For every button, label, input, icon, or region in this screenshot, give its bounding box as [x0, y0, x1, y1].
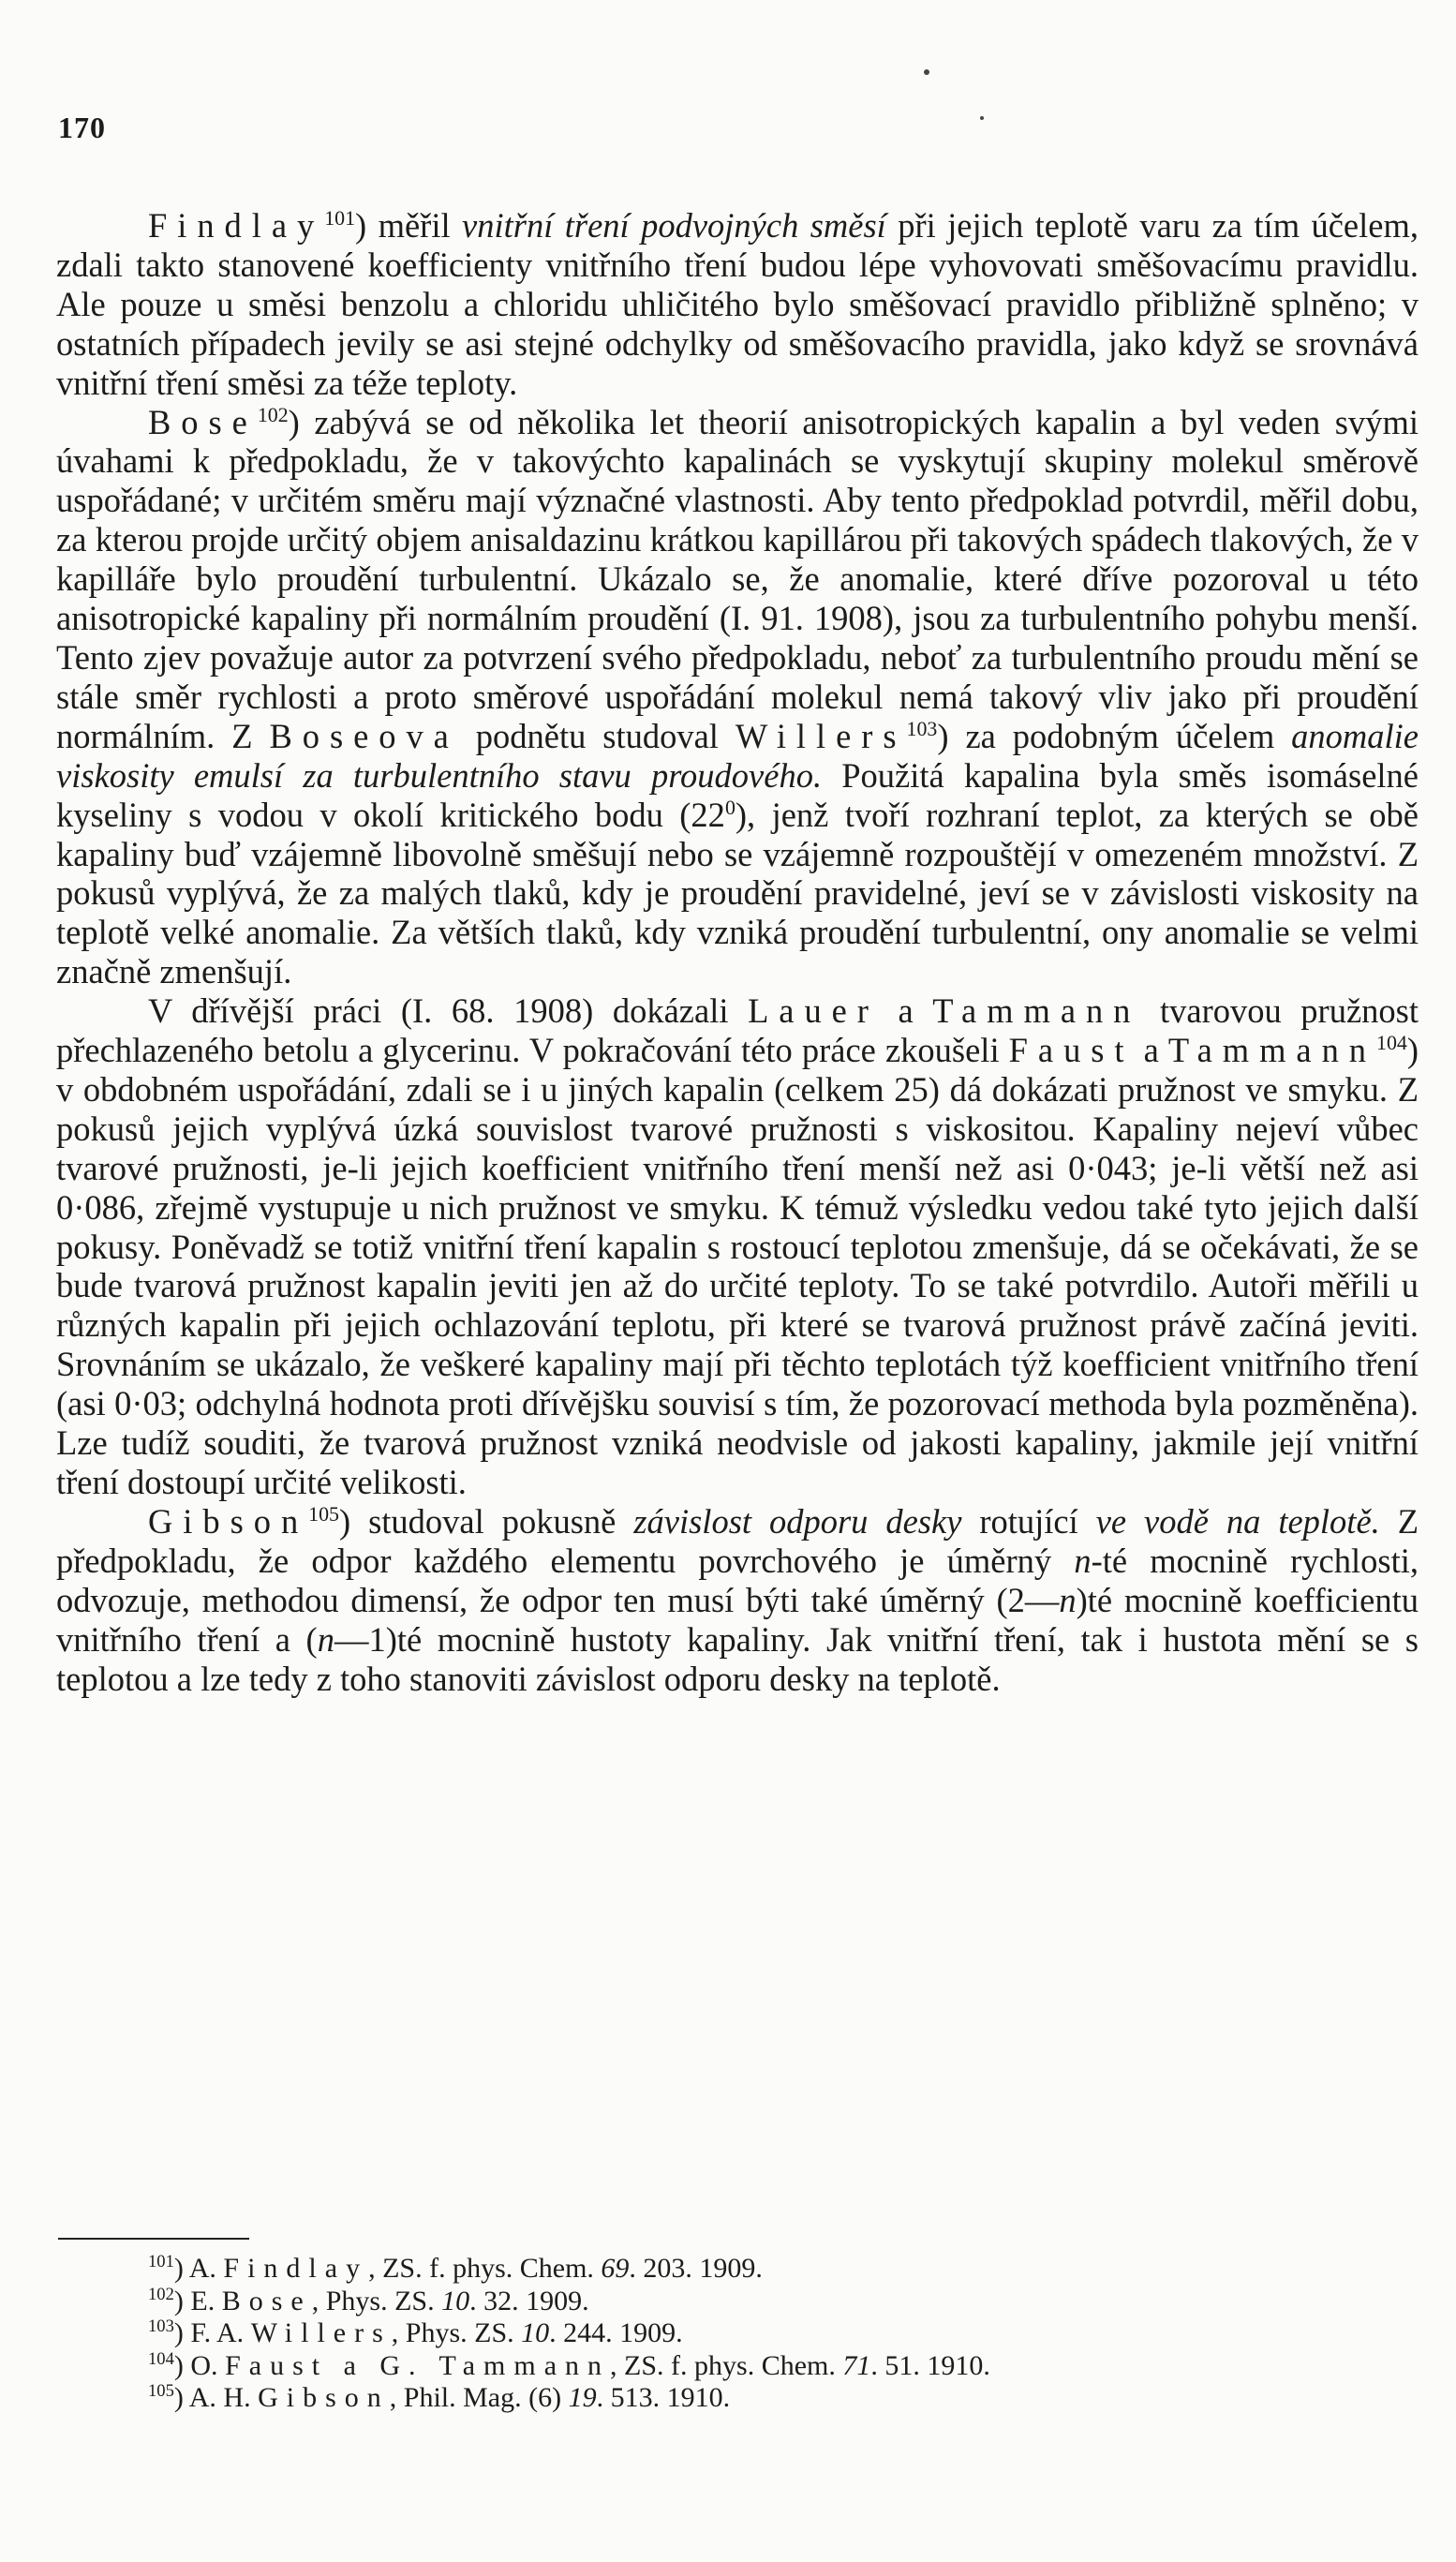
author-name: Lauer — [748, 991, 879, 1031]
pages-year: . 513. 1910. — [596, 2382, 731, 2413]
footnote-ref: 103 — [906, 716, 938, 740]
footnote-number: 104 — [148, 2348, 174, 2369]
emphasis: ve vodě na teplotě. — [1095, 1501, 1380, 1541]
body-text — [56, 206, 1419, 1698]
volume: 19 — [568, 2382, 597, 2413]
footnote-number: 101 — [148, 2252, 174, 2272]
variable-n: n — [317, 1619, 334, 1659]
text: ) za podobným účelem — [937, 716, 1292, 755]
author-name: Tammann — [1167, 1031, 1376, 1070]
author-name: Boseova — [269, 716, 459, 755]
volume: 10 — [521, 2317, 550, 2348]
text: a — [878, 991, 933, 1031]
volume: 69 — [601, 2253, 630, 2284]
emphasis: vnitřní tření podvojných směsí — [462, 206, 886, 245]
author-name: Willers — [735, 716, 907, 755]
paragraph-gibson — [56, 1502, 1419, 1699]
initials: E. — [190, 2285, 215, 2316]
paragraph-lauer-tammann — [56, 991, 1419, 1502]
footnote-ref: 101 — [324, 205, 356, 230]
footnote: $^{103}$) F. A. Willers, Phys. ZS. 10. 244. 1909. — [148, 2316, 683, 2348]
pages-year: . 51. 1910. — [870, 2349, 990, 2381]
text: ) zabývá se od několika let theorií anisotropických kapalin a byl veden svými úvahami k předpokladu, že v takovýchto kapalinách se vyskytují skupiny molekul směrově uspořádané; v určitém směru mají význačné vlastnosti. Aby tento předpoklad potvrdil, měřil dobu, za kterou projde určitý objem anisaldazinu krátkou kapillárou při takových spádech tlakových, že v kapilláře bylo proudění turbulentní. Ukázalo se, že anomalie, které dříve pozoroval u této anisotropické kapaliny při normálním proudění (I. 91. 1908), jsou za turbulentního pohybu menší. Tento zjev považuje autor za potvrzení svého předpokladu, neboť za turbulentního proudu mění se stále směr rychlosti a proto směrové uspořádání molekul nemá takový vliv jako při proudění normálním. Z — [56, 402, 1419, 755]
footnote: $^{105}$) A. H. Gibson, Phil. Mag. (6) 19. 513. 1910. — [148, 2381, 731, 2413]
pages-year: . 244. 1909. — [549, 2317, 683, 2348]
degree-mark: 0 — [724, 795, 735, 819]
author-name: Faust — [1008, 1031, 1135, 1070]
author-name: Bose — [148, 402, 258, 441]
text: —1)té mocnině hustoty kapaliny. Jak vnitřní tření, tak i hustota mění se s teplotou a lze tedy z toho stanoviti závislost odporu desky na teplotě. — [56, 1619, 1419, 1698]
text: a — [1134, 1031, 1168, 1070]
text: podnětu studoval — [458, 716, 735, 755]
footnote-divider — [58, 2238, 249, 2240]
footnote-ref: 104 — [1376, 1030, 1407, 1054]
text: tvarovou pružnost přechlazeného betolu a glycerinu. V pokračování této práce zkoušeli — [56, 991, 1419, 1070]
footnotes — [148, 2253, 990, 2415]
footnote-number: 105 — [148, 2381, 174, 2401]
speck-mark — [980, 116, 984, 120]
author-name: Gibson — [148, 1501, 309, 1541]
author-name: Findlay — [148, 206, 325, 245]
author-name: Faust a G. Tammann — [225, 2349, 611, 2381]
initials: A. H. — [188, 2382, 251, 2413]
text: ) měřil — [355, 206, 463, 245]
text: Použitá kapalina byla směs isomáselné kyseliny s vodou v okolí kritického bodu (22 — [56, 755, 1419, 834]
text: ) v obdobném uspořádání, zdali se i u jiných kapalin (celkem 25) dá dokázati pružnost ve smyku. Z pokusů jejich vyplývá úzká souvislost tvarové pružnosti s viskositou. Kapaliny nejeví vůbec tvarové pružnosti, je-li jejich koefficient vnitřního tření menší než asi 0·043; je-li větší než asi 0·086, zřejmě vystupuje u nich pružnost ve smyku. K témuž výsledku vedou také tyto jejich další pokusy. Poněvadž se totiž vnitřní tření kapalin s rostoucí teplotou zmenšuje, dá se očekávati, že se bude tvarová pružnost kapalin jeviti jen až do určité teploty. To se také potvrdilo. Autoři měřili u různých kapalin při jejich ochlazování teplotu, při které se tvarová pružnost právě začíná jeviti. Srovnáním se ukázalo, že veškeré kapaliny mají při těchto teplotách týž koefficient vnitřního tření (asi 0·03; odchylná hodnota proti dřívějšku souvisí s tím, že pozorovací methoda byla pozměněna). Lze tudíž souditi, že tvarová pružnost vzniká neodvisle od jakosti kapaliny, jakmile její vnitřní tření dostoupí určité velikosti. — [56, 1031, 1419, 1501]
text: )té mocnině koefficientu vnitřního tření a ( — [56, 1580, 1419, 1659]
paragraph-findlay — [56, 206, 1419, 403]
author-name: Findlay — [223, 2253, 369, 2284]
text: ) studoval pokusně — [339, 1501, 634, 1541]
text: ), jenž tvoří rozhraní teplot, za kterých se obě kapaliny buď vzájemně libovolně směšují nebo se vzájemně rozpouštějí v omezeném množství. Z pokusů vyplývá, že za malých tlaků, kdy je proudění pravidelné, jeví se v závislosti viskosity na teplotě velké anomalie. Za větších tlaků, kdy vzniká proudění turbulentní, ony anomalie se velmi značně zmenšují. — [56, 795, 1419, 991]
footnote-ref: 102 — [257, 402, 289, 426]
author-name: Gibson — [258, 2382, 390, 2413]
text: Z předpokladu, že odpor každého elementu povrchového je úměrný — [56, 1501, 1419, 1580]
initials: O. — [190, 2349, 218, 2381]
author-name: Bose — [221, 2285, 312, 2316]
paragraph-bose — [56, 403, 1419, 992]
initials: A. — [188, 2253, 216, 2284]
footnote-number: 103 — [148, 2316, 174, 2336]
text: V dřívější práci (I. 68. 1908) dokázali — [148, 991, 749, 1031]
variable-n: n — [1059, 1580, 1077, 1619]
volume: 10 — [441, 2285, 470, 2316]
volume: 71 — [842, 2349, 871, 2381]
author-name: Willers — [250, 2317, 392, 2348]
journal: , Phys. ZS. — [391, 2317, 522, 2348]
initials: F. A. — [190, 2317, 245, 2348]
footnote: $^{102}$) E. Bose, Phys. ZS. 10. 32. 1909. — [148, 2284, 589, 2316]
pages-year: . 32. 1909. — [469, 2285, 589, 2316]
journal: , Phil. Mag. (6) — [389, 2382, 569, 2413]
pages-year: . 203. 1909. — [629, 2253, 763, 2284]
footnote: $^{101}$) A. Findlay, ZS. f. phys. Chem. 69. 203. 1909. — [148, 2252, 763, 2284]
text: -té mocnině rychlosti, odvozuje, methodou dimensí, že odpor ten musí býti také úměrný (2— — [56, 1541, 1419, 1619]
text: při jejich teplotě varu za tím účelem, zdali takto stanovené koefficienty vnitřního tření budou lépe vyhovovati směšovacímu pravidlu. Ale pouze u směsi benzolu a chloridu uhličitého bylo směšovací pravidlo přibližně splněno; v ostatních případech jevily se asi stejné odchylky od směšovacího pravidla, jako když se srovnává vnitřní tření směsi za téže teploty. — [56, 206, 1419, 402]
variable-n: n — [1074, 1541, 1092, 1580]
journal: , Phys. ZS. — [311, 2285, 442, 2316]
speck-mark — [924, 69, 929, 75]
footnote: $^{104}$) O. Faust a G. Tammann, ZS. f. phys. Chem. 71. 51. 1910. — [148, 2348, 990, 2381]
emphasis: anomalie viskosity emulsí za turbulentního stavu proudového. — [56, 716, 1419, 795]
footnote-number: 102 — [148, 2284, 174, 2304]
journal: , ZS. f. phys. Chem. — [368, 2253, 602, 2284]
journal: , ZS. f. phys. Chem. — [610, 2349, 843, 2381]
text: rotující — [961, 1501, 1096, 1541]
emphasis: závislost odporu desky — [633, 1501, 962, 1541]
page-number: 170 — [58, 111, 106, 144]
author-name: Tammann — [932, 991, 1141, 1031]
footnote-ref: 105 — [308, 1501, 339, 1526]
